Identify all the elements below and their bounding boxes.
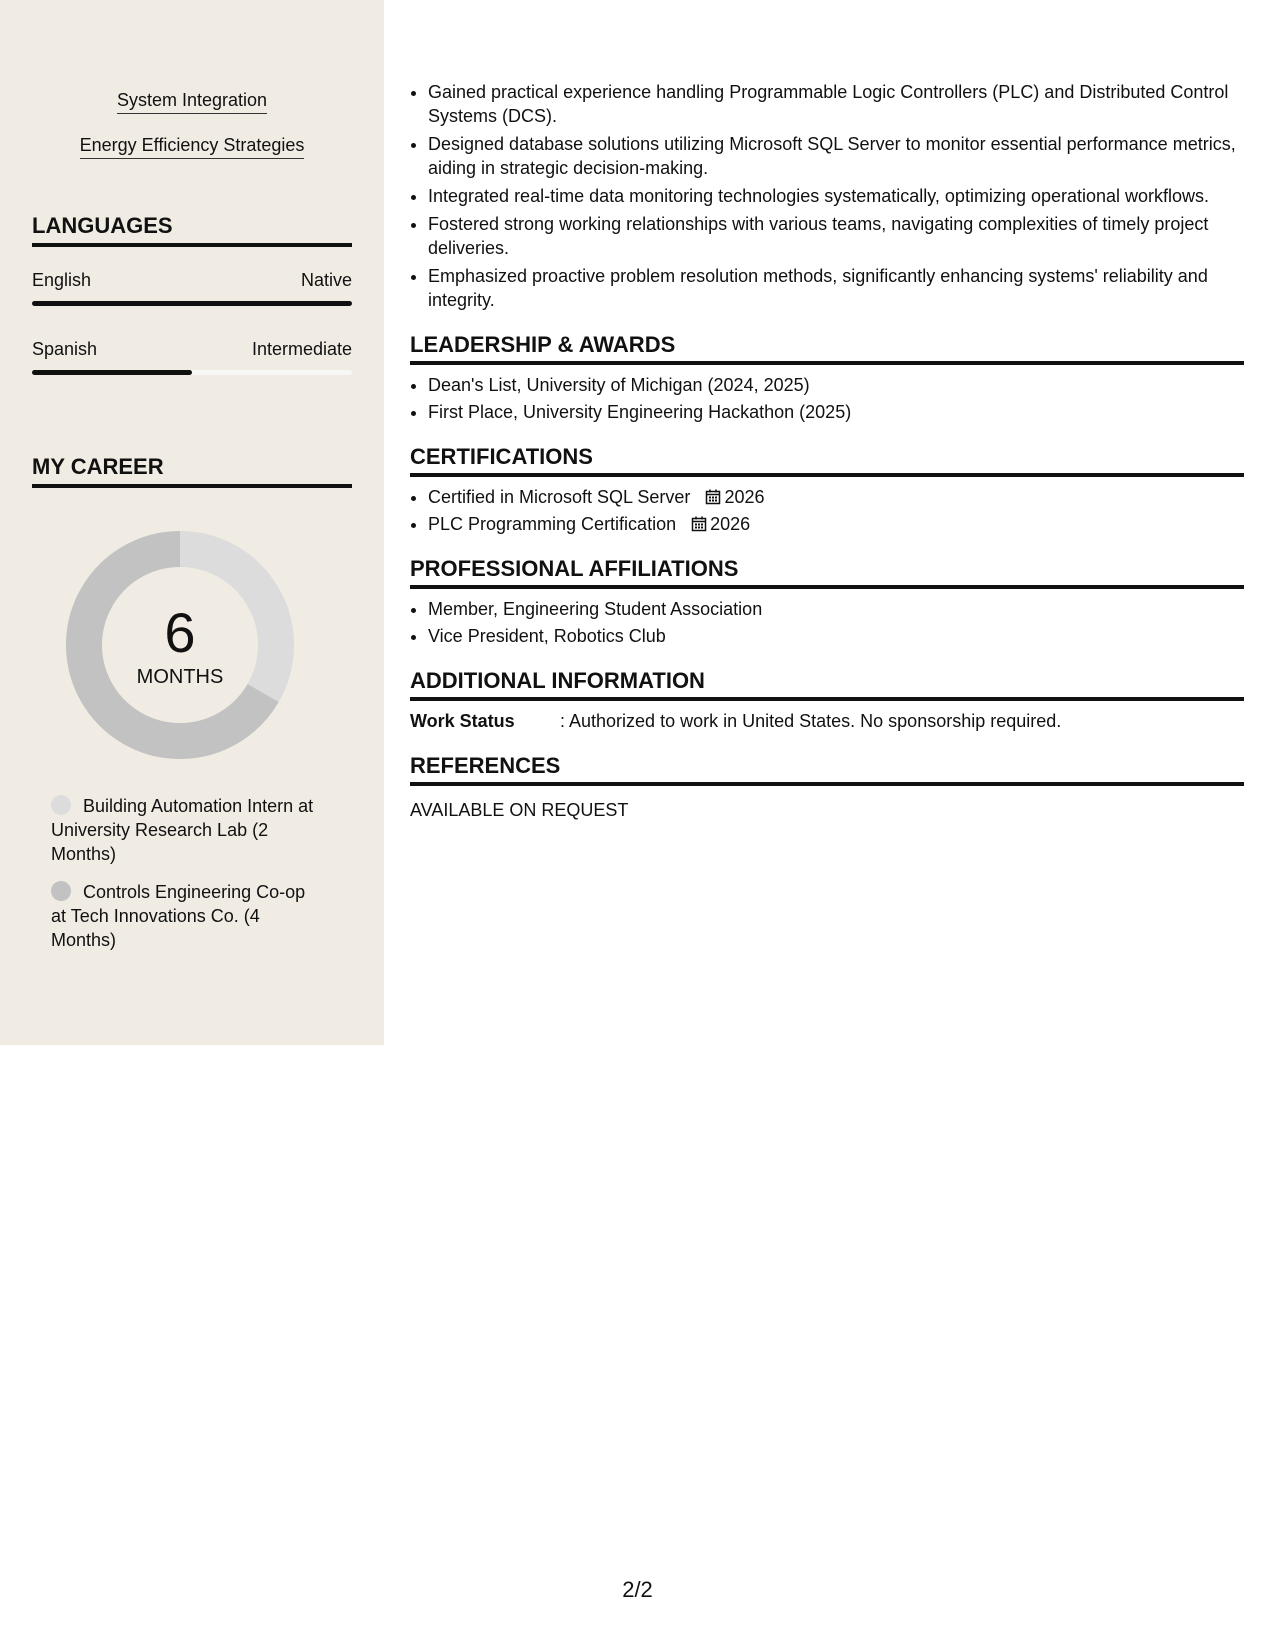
career-item-text: Building Automation Intern at University Research Lab (2 Months) (51, 796, 314, 864)
main-content (410, 80, 1244, 822)
certification-year: 2026 (710, 514, 751, 534)
language-proficiency-bar (32, 370, 352, 375)
skill-tag (0, 89, 384, 111)
language-level: Native (300, 270, 352, 290)
section-heading: PROFESSIONAL AFFILIATIONS (410, 556, 1244, 589)
affiliations-section (410, 556, 1244, 648)
experience-bullet: • Fostered strong working relationships with various teams, navigating complexities of timely project deliveries. (428, 212, 1244, 260)
certification-item (428, 485, 1244, 509)
certification-item (428, 512, 1244, 536)
language-name: English (32, 270, 92, 290)
calendar-icon (705, 489, 721, 505)
language-proficiency-fill (32, 370, 192, 375)
references-text: AVAILABLE ON REQUEST (410, 800, 629, 820)
section-heading: CERTIFICATIONS (410, 444, 1244, 477)
certification-name: Certified in Microsoft SQL Server (428, 487, 691, 507)
work-status-row (410, 709, 1244, 733)
language-proficiency-bar (32, 301, 352, 306)
affiliations-list (410, 597, 1244, 648)
section-heading: REFERENCES (410, 753, 1244, 786)
certifications-section (410, 444, 1244, 536)
additional-information-section (410, 668, 1244, 733)
language-row (32, 337, 352, 361)
leadership-section (410, 332, 1244, 424)
experience-bullets (410, 80, 1244, 312)
career-total-unit: MONTHS (136, 666, 224, 688)
section-heading: ADDITIONAL INFORMATION (410, 668, 1244, 701)
certifications-list (410, 485, 1244, 536)
section-heading: LEADERSHIP & AWARDS (410, 332, 1244, 365)
experience-bullet: • Integrated real-time data monitoring technologies systematically, optimizing operational workflows. (428, 184, 1244, 208)
page-number: 2/2 (622, 1577, 653, 1602)
experience-bullet: • Emphasized proactive problem resolution methods, significantly enhancing systems' reliability and integrity. (428, 264, 1244, 312)
skill-tag (0, 134, 384, 156)
career-item (51, 794, 321, 866)
skill-tag-label: System Integration (117, 90, 267, 114)
work-status-label: Work Status (410, 711, 515, 731)
experience-bullet: • Designed database solutions utilizing Microsoft SQL Server to monitor essential performance metrics, aiding in strategic decision-making. (428, 132, 1244, 180)
career-legend-dot (51, 795, 71, 815)
certification-year: 2026 (724, 487, 765, 507)
language-row (32, 268, 352, 292)
languages-heading: LANGUAGES (32, 213, 352, 247)
experience-bullet: • Gained practical experience handling Programmable Logic Controllers (PLC) and Distributed Control Systems (DCS). (428, 80, 1244, 128)
language-name: Spanish (32, 339, 98, 359)
career-heading: MY CAREER (32, 454, 352, 488)
list-item: • First Place, University Engineering Hackathon (2025) (428, 400, 1244, 424)
certification-name: PLC Programming Certification (428, 514, 677, 534)
language-proficiency-fill (32, 301, 352, 306)
career-total-value: 6 (164, 601, 196, 664)
calendar-icon (691, 516, 707, 532)
sidebar (0, 0, 384, 1045)
career-item-text: Controls Engineering Co-op at Tech Innovations Co. (4 Months) (51, 882, 306, 950)
career-legend-dot (51, 881, 71, 901)
language-level: Intermediate (251, 339, 352, 359)
career-item (51, 880, 321, 952)
references-section (410, 753, 1244, 822)
list-item: • Member, Engineering Student Association (428, 597, 1244, 621)
leadership-list (410, 373, 1244, 424)
work-status-value: : Authorized to work in United States. No sponsorship required. (560, 711, 1062, 731)
list-item: • Vice President, Robotics Club (428, 624, 1244, 648)
list-item: • Dean's List, University of Michigan (2024, 2025) (428, 373, 1244, 397)
skill-tag-label: Energy Efficiency Strategies (80, 135, 305, 159)
